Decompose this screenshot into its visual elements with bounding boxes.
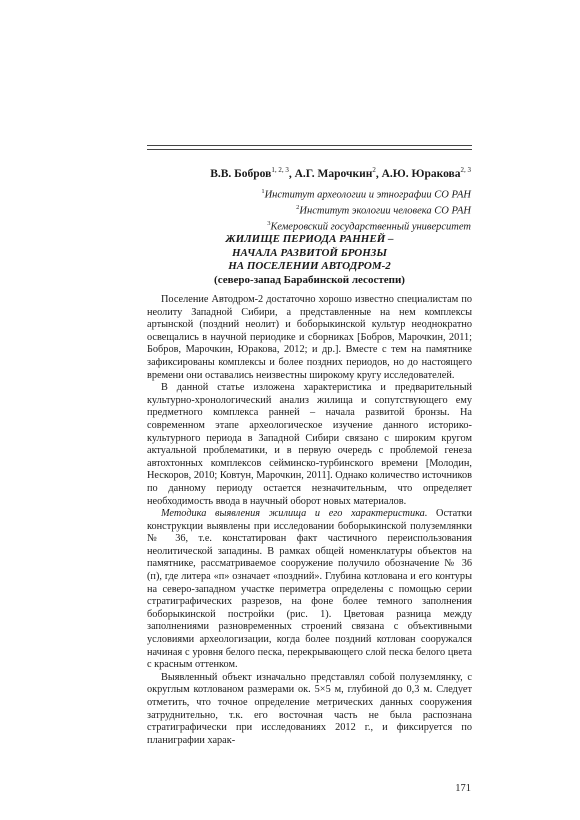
title-line: НАЧАЛА РАЗВИТОЙ БРОНЗЫ [231, 246, 388, 259]
section-heading-inline: Методика выявления жилища и его характеристика. [161, 508, 428, 520]
affiliation-line [261, 218, 471, 234]
page-number: 171 [455, 783, 471, 794]
title-line: ЖИЛИЩЕ ПЕРИОДА РАННЕЙ – [225, 233, 394, 245]
affiliations-block [261, 186, 471, 234]
body-paragraph: Поселение Автодром-2 достаточно хорошо известно специалистам по неолиту Западной Сибири, а представленные на нем комплексы артынской (поздний неолит) и боборыкинской культур неоднократно освещались в научной периодике и сборниках [Бобров, Марочкин, 2011; Бобров, Марочкин, Юракова, 2012; и др.]. Вместе с тем на памятнике зафиксированы комплексы и более поздних периодов, но до настоящего времени они оставались неизвестны широкому кругу исследователей. [147, 294, 472, 381]
author-affiliation-marker: 2, 3 [460, 166, 471, 174]
author-affiliation-marker: 2 [372, 166, 376, 174]
author-name: А.Ю. Юракова [381, 167, 461, 180]
affiliation-marker: 1 [261, 188, 265, 195]
affiliation-text: Кемеровский государственный университет [270, 221, 471, 233]
article-body [147, 294, 472, 747]
header-rule-bottom [147, 149, 472, 150]
author-affiliation-marker: 1, 2, 3 [271, 166, 289, 174]
affiliation-marker: 2 [296, 204, 300, 211]
affiliation-text: Институт экологии человека СО РАН [299, 205, 471, 217]
author-name: В.В. Бобров [210, 167, 272, 180]
paragraph-text: Остатки конструкции выявлены при исследовании боборыкинской полуземлянки № 36, т.е. констатирован факт частичного переиспользования неолитической западины. В рамках общей номенклатуры объектов на памятнике, рассматриваемое сооружение получило обозначение № 36 (п), где литера «п» означает «поздний». Глубина котлована и его контуры на северо-западном участке периметра определены с помощью серии стратиграфических разрезов, на фоне более темного заполнения боборыкинской постройки (рис. 1). Цветовая разница между заполнениями разновременных строений связана с объективными условиями археологизации, когда более поздний котлован сооружался начиная с уровня белого песка, перекрывающего слой песка белого цвета с красным оттенком. [147, 508, 472, 671]
body-paragraph: В данной статье изложена характеристика и предварительный культурно-хронологический анализ жилища и сопутствующего ему предметного комплекса ранней – начала развитой бронзы. На современном этапе археологическое изучение данного историко-культурного периода в Западной Сибири связано с широким кругом актуальной проблематики, и в первую очередь с проблемой генеза автохтонных комплексов сейминско-турбинского времени [Молодин, Нескоров, 2010; Ковтун, Марочкин, 2011]. Однако количество источников по данному периоду остается незначительным, что определяет необходимость ввода в научный оборот новых материалов. [147, 382, 472, 507]
affiliation-text: Институт археологии и этнографии СО РАН [264, 189, 471, 201]
affiliation-line [261, 202, 471, 218]
affiliation-line [261, 186, 471, 202]
article-title [147, 233, 472, 287]
affiliation-marker: 3 [267, 220, 271, 227]
body-paragraph: Выявленный объект изначально представлял собой полуземлянку, с округлым котлованом размерами ок. 5×5 м, глубиной до 0,3 м. Следует отметить, что точное определение метрических данных сооружения затруднительно, т.к. его восточная часть не была распознана стратиграфически при исследованиях 2012 г., и фиксируется по планиграфии харак- [147, 671, 472, 746]
title-line: НА ПОСЕЛЕНИИ АВТОДРОМ-2 [228, 260, 391, 272]
header-rule-top [147, 145, 472, 146]
body-paragraph [147, 508, 472, 672]
authors-line: В.В. Бобров$^{1, 2, 3}$, А.Г. Марочкин$^2$, А.Ю. Юракова$^{2, 3}$ [210, 166, 471, 180]
author-name: А.Г. Марочкин [294, 167, 373, 180]
title-subtitle: (северо-запад Барабинской лесостепи) [214, 273, 405, 286]
